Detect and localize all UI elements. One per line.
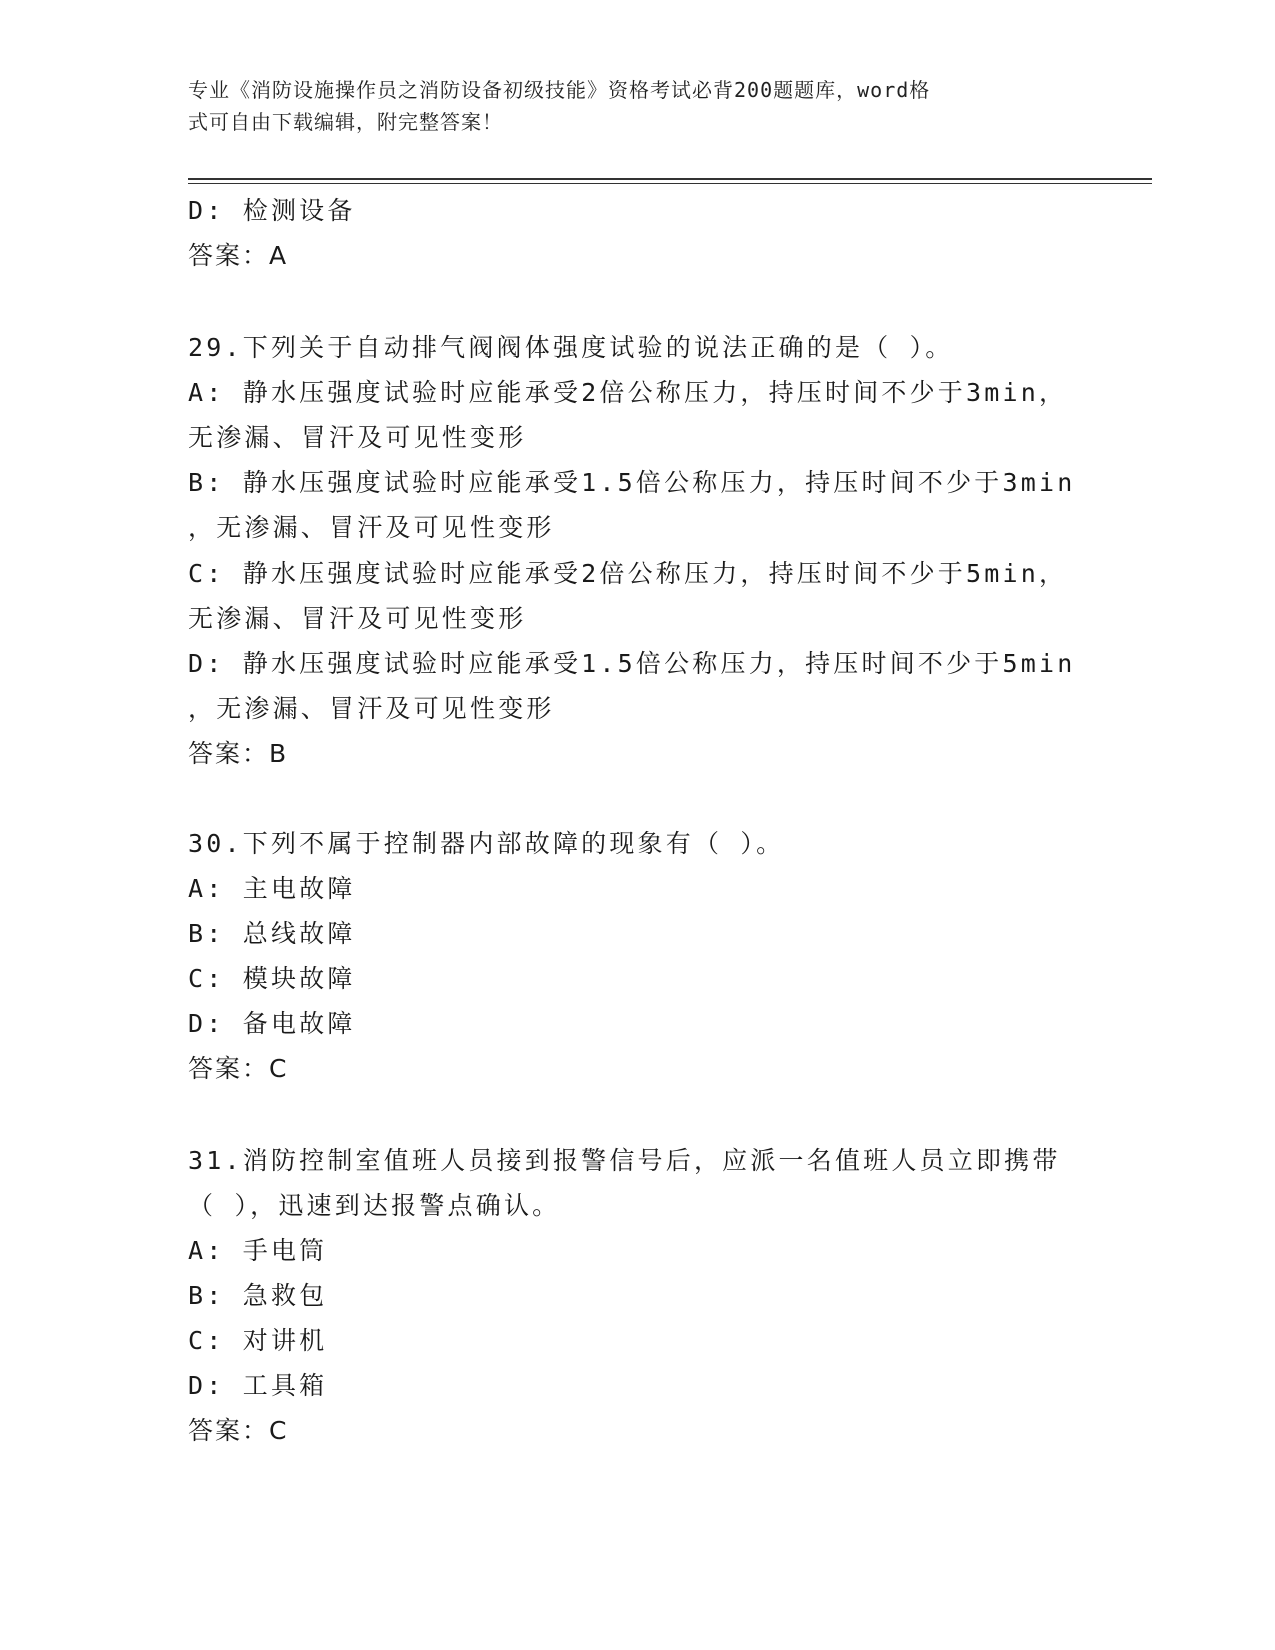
question-line: D: 检测设备 [188, 196, 356, 225]
header-title-line-2: 式可自由下载编辑，附完整答案！ [188, 110, 503, 134]
question-line: B: 急救包 [188, 1281, 328, 1310]
question-line: ，无渗漏、冒汗及可见性变形 [188, 513, 555, 542]
question-line: A: 手电筒 [188, 1236, 328, 1265]
header-divider-thick [188, 178, 1152, 180]
question-line: C: 对讲机 [188, 1326, 328, 1355]
question-line: 30.下列不属于控制器内部故障的现象有（ ）。 [188, 829, 785, 858]
answer-line: 答案：A [188, 241, 289, 270]
question-line: 31.消防控制室值班人员接到报警信号后，应派一名值班人员立即携带 [188, 1146, 1061, 1175]
header-divider-thin [188, 183, 1152, 184]
question-line: A: 主电故障 [188, 874, 356, 903]
answer-line: 答案：C [188, 1416, 289, 1445]
question-line: （ ），迅速到达报警点确认。 [188, 1191, 561, 1220]
question-line: 无渗漏、冒汗及可见性变形 [188, 604, 527, 633]
question-line: A: 静水压强度试验时应能承受2倍公称压力，持压时间不少于3min， [188, 378, 1068, 407]
question-line: D: 备电故障 [188, 1009, 356, 1038]
answer-line: 答案：B [188, 739, 289, 768]
question-line: D: 工具箱 [188, 1371, 328, 1400]
question-line: 无渗漏、冒汗及可见性变形 [188, 423, 527, 452]
question-line: D: 静水压强度试验时应能承受1.5倍公称压力，持压时间不少于5min [188, 649, 1076, 678]
question-line: B: 总线故障 [188, 919, 356, 948]
answer-line: 答案：C [188, 1054, 289, 1083]
question-line: C: 静水压强度试验时应能承受2倍公称压力，持压时间不少于5min， [188, 559, 1068, 588]
header-title-line-1: 专业《消防设施操作员之消防设备初级技能》资格考试必背200题题库，word格 [188, 78, 931, 102]
question-line: ，无渗漏、冒汗及可见性变形 [188, 694, 555, 723]
question-line: 29.下列关于自动排气阀阀体强度试验的说法正确的是（ ）。 [188, 333, 954, 362]
page-header [188, 74, 1068, 138]
question-line: C: 模块故障 [188, 964, 356, 993]
question-line: B: 静水压强度试验时应能承受1.5倍公称压力，持压时间不少于3min [188, 468, 1076, 497]
